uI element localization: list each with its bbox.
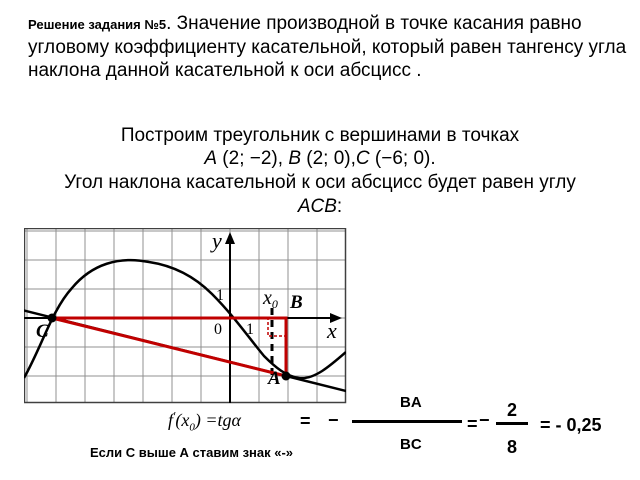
- label-one-x: 1: [246, 321, 254, 338]
- derivative-formula: [168, 410, 241, 434]
- formula-equals-2: =: [467, 414, 478, 434]
- formula-arg-close: ) =tgα: [194, 410, 241, 430]
- label-x0: $x_0$: [263, 287, 278, 311]
- fraction-bar-1: [352, 420, 462, 423]
- formula-prime: ': [173, 410, 176, 422]
- point-c-coords: (−6; 0).: [369, 148, 436, 169]
- fraction-bar-2: [496, 422, 528, 425]
- label-c: C: [36, 321, 49, 342]
- solution-paragraph: [28, 12, 628, 82]
- x-axis-label: x: [327, 318, 337, 343]
- point-b-coords: (2; 0),: [301, 148, 356, 169]
- angle-name: ACB: [297, 196, 337, 217]
- function-graph: [24, 228, 354, 406]
- construction-line-1: Построим треугольник с вершинами в точках: [120, 125, 520, 146]
- construction-line-2: [0, 148, 640, 170]
- construction-line-3: Угол наклона касательной к оси абсцисс будет равен углу: [64, 172, 576, 193]
- fraction-denominator-8: 8: [507, 437, 518, 457]
- point-c-marker: [48, 314, 57, 323]
- construction-line-4: [0, 196, 640, 218]
- solution-statement: Значение производной в точке касания равно угловому коэффициенту касательной, который равен тангенсу угла наклона данной касательной к оси абсцисс .: [28, 13, 627, 81]
- fraction-denominator-bc: BC: [400, 436, 422, 453]
- formula-result: = - 0,25: [540, 415, 602, 435]
- fraction-numerator-ba: BA: [400, 394, 422, 411]
- label-one-y: 1: [216, 287, 224, 304]
- formula-arg-sub: 0: [189, 421, 195, 434]
- formula-minus-2: −: [479, 410, 490, 430]
- formula-equals-1: =: [300, 411, 311, 431]
- formula-minus-1: −: [328, 410, 339, 430]
- label-a: A: [268, 368, 281, 389]
- point-a-marker: [282, 372, 291, 381]
- y-axis-label: y: [212, 228, 222, 253]
- formula-f: f: [168, 410, 174, 430]
- label-b: B: [290, 292, 303, 313]
- point-a-name: A: [204, 148, 218, 169]
- point-c-name: C: [355, 148, 370, 169]
- point-a-coords: (2; −2),: [217, 148, 289, 169]
- sign-note: Если С выше А ставим знак «-»: [90, 445, 294, 460]
- point-b-name: B: [288, 148, 301, 169]
- angle-colon: :: [336, 196, 343, 217]
- formula-arg: (x: [175, 410, 190, 430]
- label-zero: 0: [214, 321, 222, 338]
- solution-heading: Решение задания №5: [28, 17, 167, 32]
- fraction-numerator-2: 2: [507, 400, 518, 420]
- solution-heading-dot: .: [166, 13, 172, 34]
